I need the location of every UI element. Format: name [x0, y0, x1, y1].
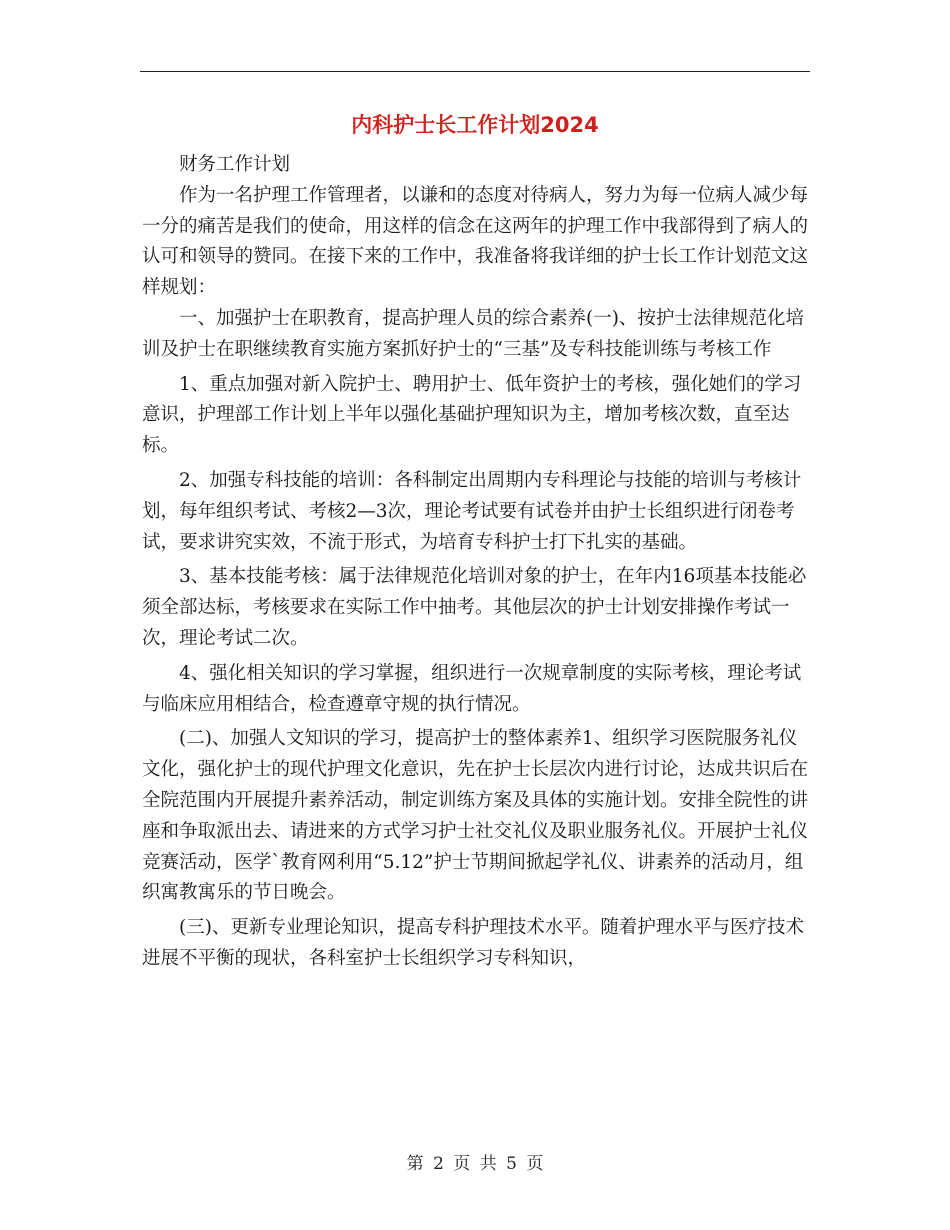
- header-rule: [140, 71, 810, 72]
- document-title: 内科护士长工作计划2024: [351, 113, 599, 137]
- page-number: 第 2 页 共 5 页: [406, 1154, 544, 1174]
- paragraph-item-4: 4、强化相关知识的学习掌握，组织进行一次规章制度的实际考核，理论考试与临床应用相结合，检查遵章守规的执行情况。: [142, 662, 802, 715]
- paragraph-section-1: 一、加强护士在职教育，提高护理人员的综合素养(一)、按护士法律规范化培训及护士在职继续教育实施方案抓好护士的“三基”及专科技能训练与考核工作: [142, 307, 804, 360]
- paragraph-intro: 作为一名护理工作管理者，以谦和的态度对待病人，努力为每一位病人减少每一分的痛苦是我们的使命，用这样的信念在这两年的护理工作中我部得到了病人的认可和领导的赞同。在接下来的工作中，我准备将我详细的护士长工作计划范文这样规划：: [142, 184, 809, 299]
- paragraph-subtitle: 财务工作计划: [179, 154, 291, 175]
- paragraph-item-3: 3、基本技能考核：属于法律规范化培训对象的护士，在年内16项基本技能必须全部达标，考核要求在实际工作中抽考。其他层次的护士计划安排操作考试一次，理论考试二次。: [142, 566, 807, 649]
- paragraph-section-2: (二)、加强人文知识的学习，提高护士的整体素养1、组织学习医院服务礼仪文化，强化护士的现代护理文化意识，先在护士长层次内进行讨论，达成共识后在全院范围内开展提升素养活动，制定训练方案及具体的实施计划。安排全院性的讲座和争取派出去、请进来的方式学习护士社交礼仪及职业服务礼仪。开展护士礼仪竞赛活动，医学`教育网利用“5.12”护士节期间掀起学礼仪、讲素养的活动月，组织寓教寓乐的节日晚会。: [142, 728, 809, 904]
- document-body: [142, 150, 812, 975]
- paragraph-section-3: (三)、更新专业理论知识，提高专科护理技术水平。随着护理水平与医疗技术进展不平衡的现状，各科室护士长组织学习专科知识，: [142, 917, 804, 969]
- paragraph-item-1: 1、重点加强对新入院护士、聘用护士、低年资护士的考核，强化她们的学习意识，护理部工作计划上半年以强化基础护理知识为主，增加考核次数，直至达标。: [142, 373, 802, 457]
- paragraph-item-2: 2、加强专科技能的培训：各科制定出周期内专科理论与技能的培训与考核计划，每年组织考试、考核2—3次，理论考试要有试卷并由护士长组织进行闭卷考试，要求讲究实效，不流于形式，为培育专科护士打下扎实的基础。: [142, 469, 802, 553]
